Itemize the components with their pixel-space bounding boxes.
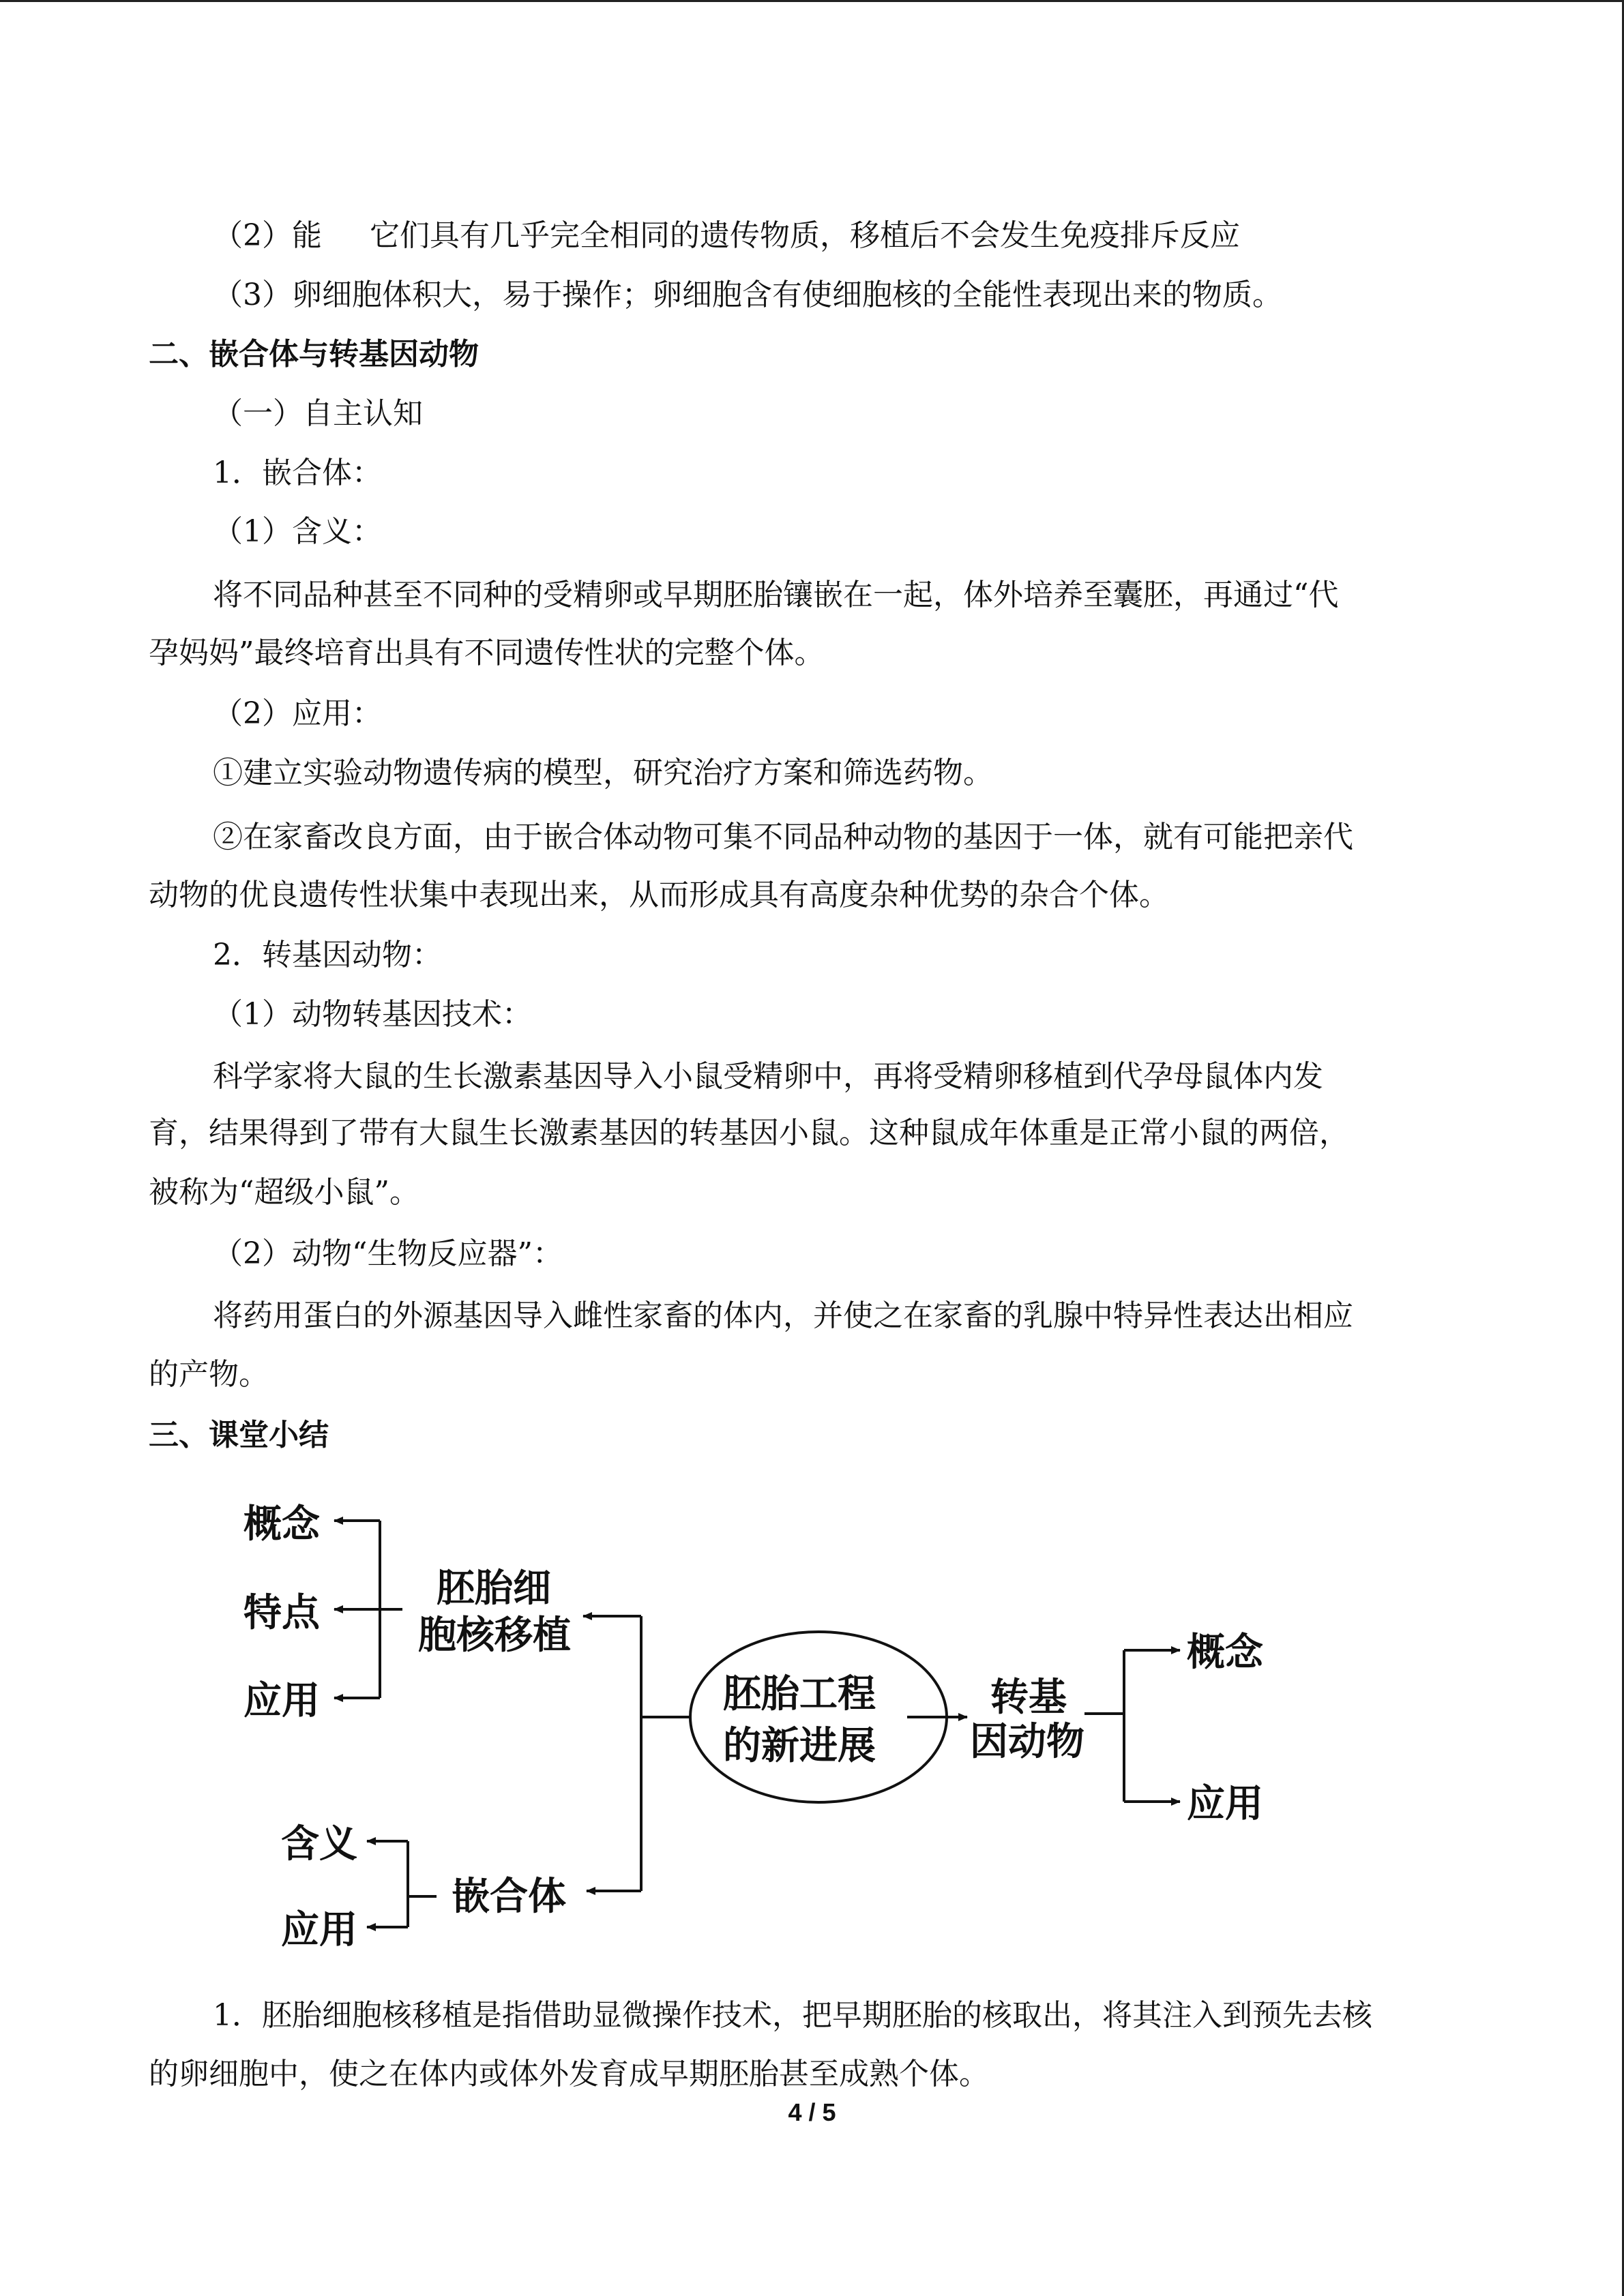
item-transgenic-tech: （1）动物转基因技术： (213, 997, 532, 1032)
tg-leaf-concept: 概念 (1187, 1630, 1263, 1675)
nt-label-line2: 胞核移植 (418, 1613, 571, 1658)
ch-leaf-meaning: 含义 (281, 1822, 357, 1866)
tg-label-line1: 转基 (990, 1675, 1067, 1720)
answer-line-3: （3）卵细胞体积大，易于操作；卵细胞含有使细胞核的全能性表现出来的物质。 (213, 278, 1282, 312)
section-heading-3: 三、课堂小结 (149, 1418, 329, 1452)
center-label-line1: 胚胎工程 (723, 1672, 876, 1716)
item-application: （2）应用： (213, 696, 382, 731)
paragraph-supermouse-1: 科学家将大鼠的生长激素基因导入小鼠受精卵中，再将受精卵移植到代孕母鼠体内发 (213, 1059, 1323, 1094)
application-2-line-1: ②在家畜改良方面，由于嵌合体动物可集不同品种动物的基因于一体，就有可能把亲代 (213, 820, 1353, 854)
summary-point-1-line-2: 的卵细胞中，使之在体内或体外发育成早期胚胎甚至成熟个体。 (149, 2057, 989, 2091)
tg-label-line2: 因动物 (970, 1720, 1084, 1764)
item-bioreactor: （2）动物“生物反应器”： (213, 1236, 563, 1271)
item-transgenic: 2．转基因动物： (213, 938, 442, 972)
center-label-line2: 的新进展 (723, 1724, 876, 1768)
section-heading-2: 二、嵌合体与转基因动物 (149, 337, 479, 372)
paragraph-supermouse-2: 育，结果得到了带有大鼠生长激素基因的转基因小鼠。这种鼠成年体重是正常小鼠的两倍， (149, 1116, 1349, 1150)
subsection-self-study: （一）自主认知 (213, 396, 423, 431)
page-number: 4 / 5 (788, 2098, 836, 2126)
tg-leaf-application: 应用 (1187, 1782, 1263, 1826)
chimera-label: 嵌合体 (452, 1875, 566, 1919)
ch-leaf-application: 应用 (281, 1908, 357, 1952)
application-1: ①建立实验动物遗传病的模型，研究治疗方案和筛选药物。 (213, 756, 993, 790)
nt-leaf-concept: 概念 (243, 1502, 320, 1547)
paragraph-supermouse-3: 被称为“超级小鼠”。 (149, 1175, 419, 1210)
application-2-line-2: 动物的优良遗传性状集中表现出来，从而形成具有高度杂种优势的杂合个体。 (149, 878, 1169, 912)
paragraph-chimera-def-2: 孕妈妈”最终培育出具有不同遗传性状的完整个体。 (149, 636, 825, 670)
item-meaning: （1）含义： (213, 514, 382, 549)
paragraph-bioreactor-1: 将药用蛋白的外源基因导入雌性家畜的体内，并使之在家畜的乳腺中特异性表达出相应 (213, 1298, 1353, 1333)
summary-point-1-line-1: 1．胚胎细胞核移植是指借助显微操作技术，把早期胚胎的核取出，将其注入到预先去核 (213, 1998, 1372, 2033)
answer-line-2: （2）能 它们具有几乎完全相同的遗传物质，移植后不会发生免疫排斥反应 (213, 218, 1240, 253)
paragraph-bioreactor-2: 的产物。 (149, 1357, 269, 1392)
nt-label-line1: 胚胎细 (437, 1566, 551, 1611)
nt-leaf-application: 应用 (243, 1679, 320, 1723)
paragraph-chimera-def-1: 将不同品种甚至不同种的受精卵或早期胚胎镶嵌在一起，体外培养至囊胚，再通过“代 (213, 578, 1339, 612)
nt-leaf-feature: 特点 (243, 1591, 320, 1635)
item-chimera: 1．嵌合体： (213, 456, 382, 490)
